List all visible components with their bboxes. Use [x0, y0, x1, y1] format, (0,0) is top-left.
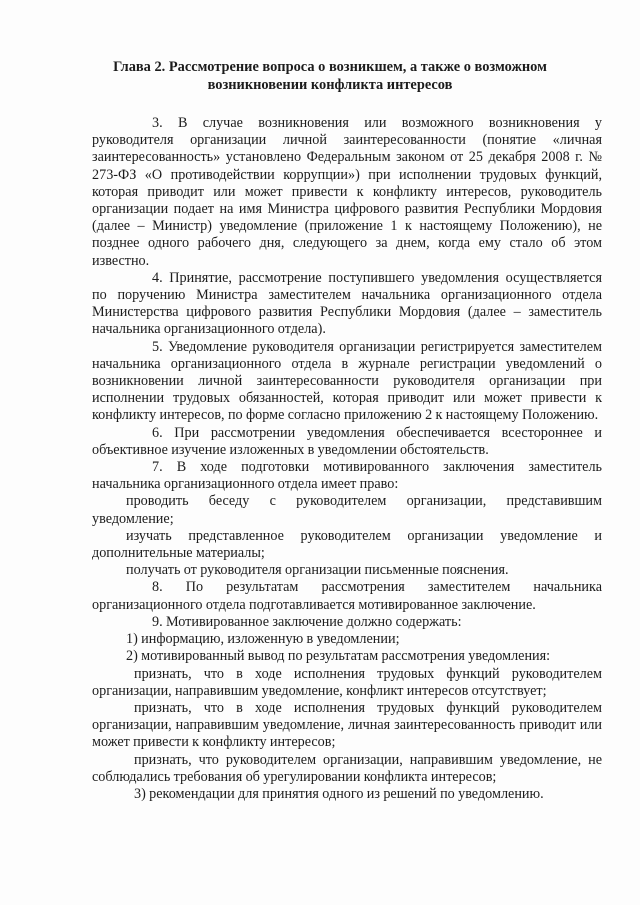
conclusion-item: признать, что в ходе исполнения трудовых функций руководителем организации, направившим уведомление, конфликт интересов отсутствует; — [92, 665, 602, 699]
paragraph-number: 8. — [152, 579, 163, 596]
conclusion-item: признать, что в ходе исполнения трудовых функций руководителем организации, направившим уведомление, личная заинтересованность приводит или может привести к конфликту интересов; — [92, 699, 602, 751]
list-item: 3) рекомендации для принятия одного из решений по уведомлению. — [134, 785, 544, 802]
paragraph-text: Уведомление руководителя организации регистрируется заместителем начальника организационного отдела в журнале регистрации уведомлений о возникновении личной заинтересованности руководителя организации при исполнении трудовых обязанностей, которая приводит или может привести к конфликту интересов, по форме согласно приложению 2 к настоящему Положению. — [92, 338, 602, 424]
list-item: получать от руководителя организации письменные пояснения. — [126, 562, 509, 579]
conclusion-item: признать, что руководителем организации, направившим уведомление, не соблюдались требования об урегулировании конфликта интересов; — [92, 751, 602, 785]
paragraph-4 — [92, 270, 602, 339]
paragraph-text: Принятие, рассмотрение поступившего уведомления осуществляется по поручению Министра заместителем начальника организационного отдела Министерства цифрового развития Республики Мордовия (далее – заместитель начальника организационного отдела). — [92, 269, 602, 338]
list-item: 1) информацию, изложенную в уведомлении; — [126, 631, 400, 648]
paragraph-text: Мотивированное заключение должно содержать: — [166, 613, 462, 630]
paragraph-number: 3. — [152, 115, 163, 131]
paragraph-text: В ходе подготовки мотивированного заключения заместитель начальника организационного отдела имеет право: — [92, 459, 602, 493]
paragraph-text: При рассмотрении уведомления обеспечивается всестороннее и объективное изучение изложенных в уведомлении обстоятельств. — [92, 424, 602, 458]
chapter-title-line-1: Глава 2. Рассмотрение вопроса о возникшем, а также о возможном — [113, 59, 547, 75]
chapter-title-line-2: возникновении конфликта интересов — [207, 77, 453, 93]
paragraph-number: 5. — [152, 338, 163, 355]
paragraph-text: По результатам рассмотрения заместителем начальника организационного отдела подготавливается мотивированное заключение. — [92, 579, 602, 613]
paragraph-9 — [92, 614, 602, 631]
document-body — [92, 115, 602, 803]
paragraph-number: 7. — [152, 459, 163, 476]
list-item: изучать представленное руководителем организации уведомление и дополнительные материалы; — [92, 527, 602, 562]
paragraph-number: 4. — [152, 269, 163, 286]
paragraph-6 — [92, 425, 602, 459]
paragraph-number: 9. — [152, 613, 163, 630]
paragraph-5 — [92, 339, 602, 425]
paragraph-number: 6. — [152, 424, 163, 441]
chapter-title — [80, 58, 580, 94]
paragraph-3 — [92, 115, 602, 270]
list-item: проводить беседу с руководителем организации, представившим уведомление; — [92, 493, 602, 527]
list-item: 2) мотивированный вывод по результатам рассмотрения уведомления: — [126, 648, 551, 665]
paragraph-8 — [92, 579, 602, 613]
paragraph-text: В случае возникновения или возможного возникновения у руководителя организации личной заинтересованности (понятие «личная заинтересованность» установлено Федеральным законом от 25 декабря 2008 г. № 273-ФЗ «О противодействии коррупции») при исполнении трудовых функций, которая приводит или может привести к конфликту интересов, руководитель организации подает на имя Министра цифрового развития Республики Мордовия (далее – Министр) уведомление (приложение 1 к настоящему Положению), не позднее одного рабочего дня, следующего за днем, когда ему стало об этом известно. — [92, 115, 603, 269]
paragraph-7 — [92, 459, 602, 493]
